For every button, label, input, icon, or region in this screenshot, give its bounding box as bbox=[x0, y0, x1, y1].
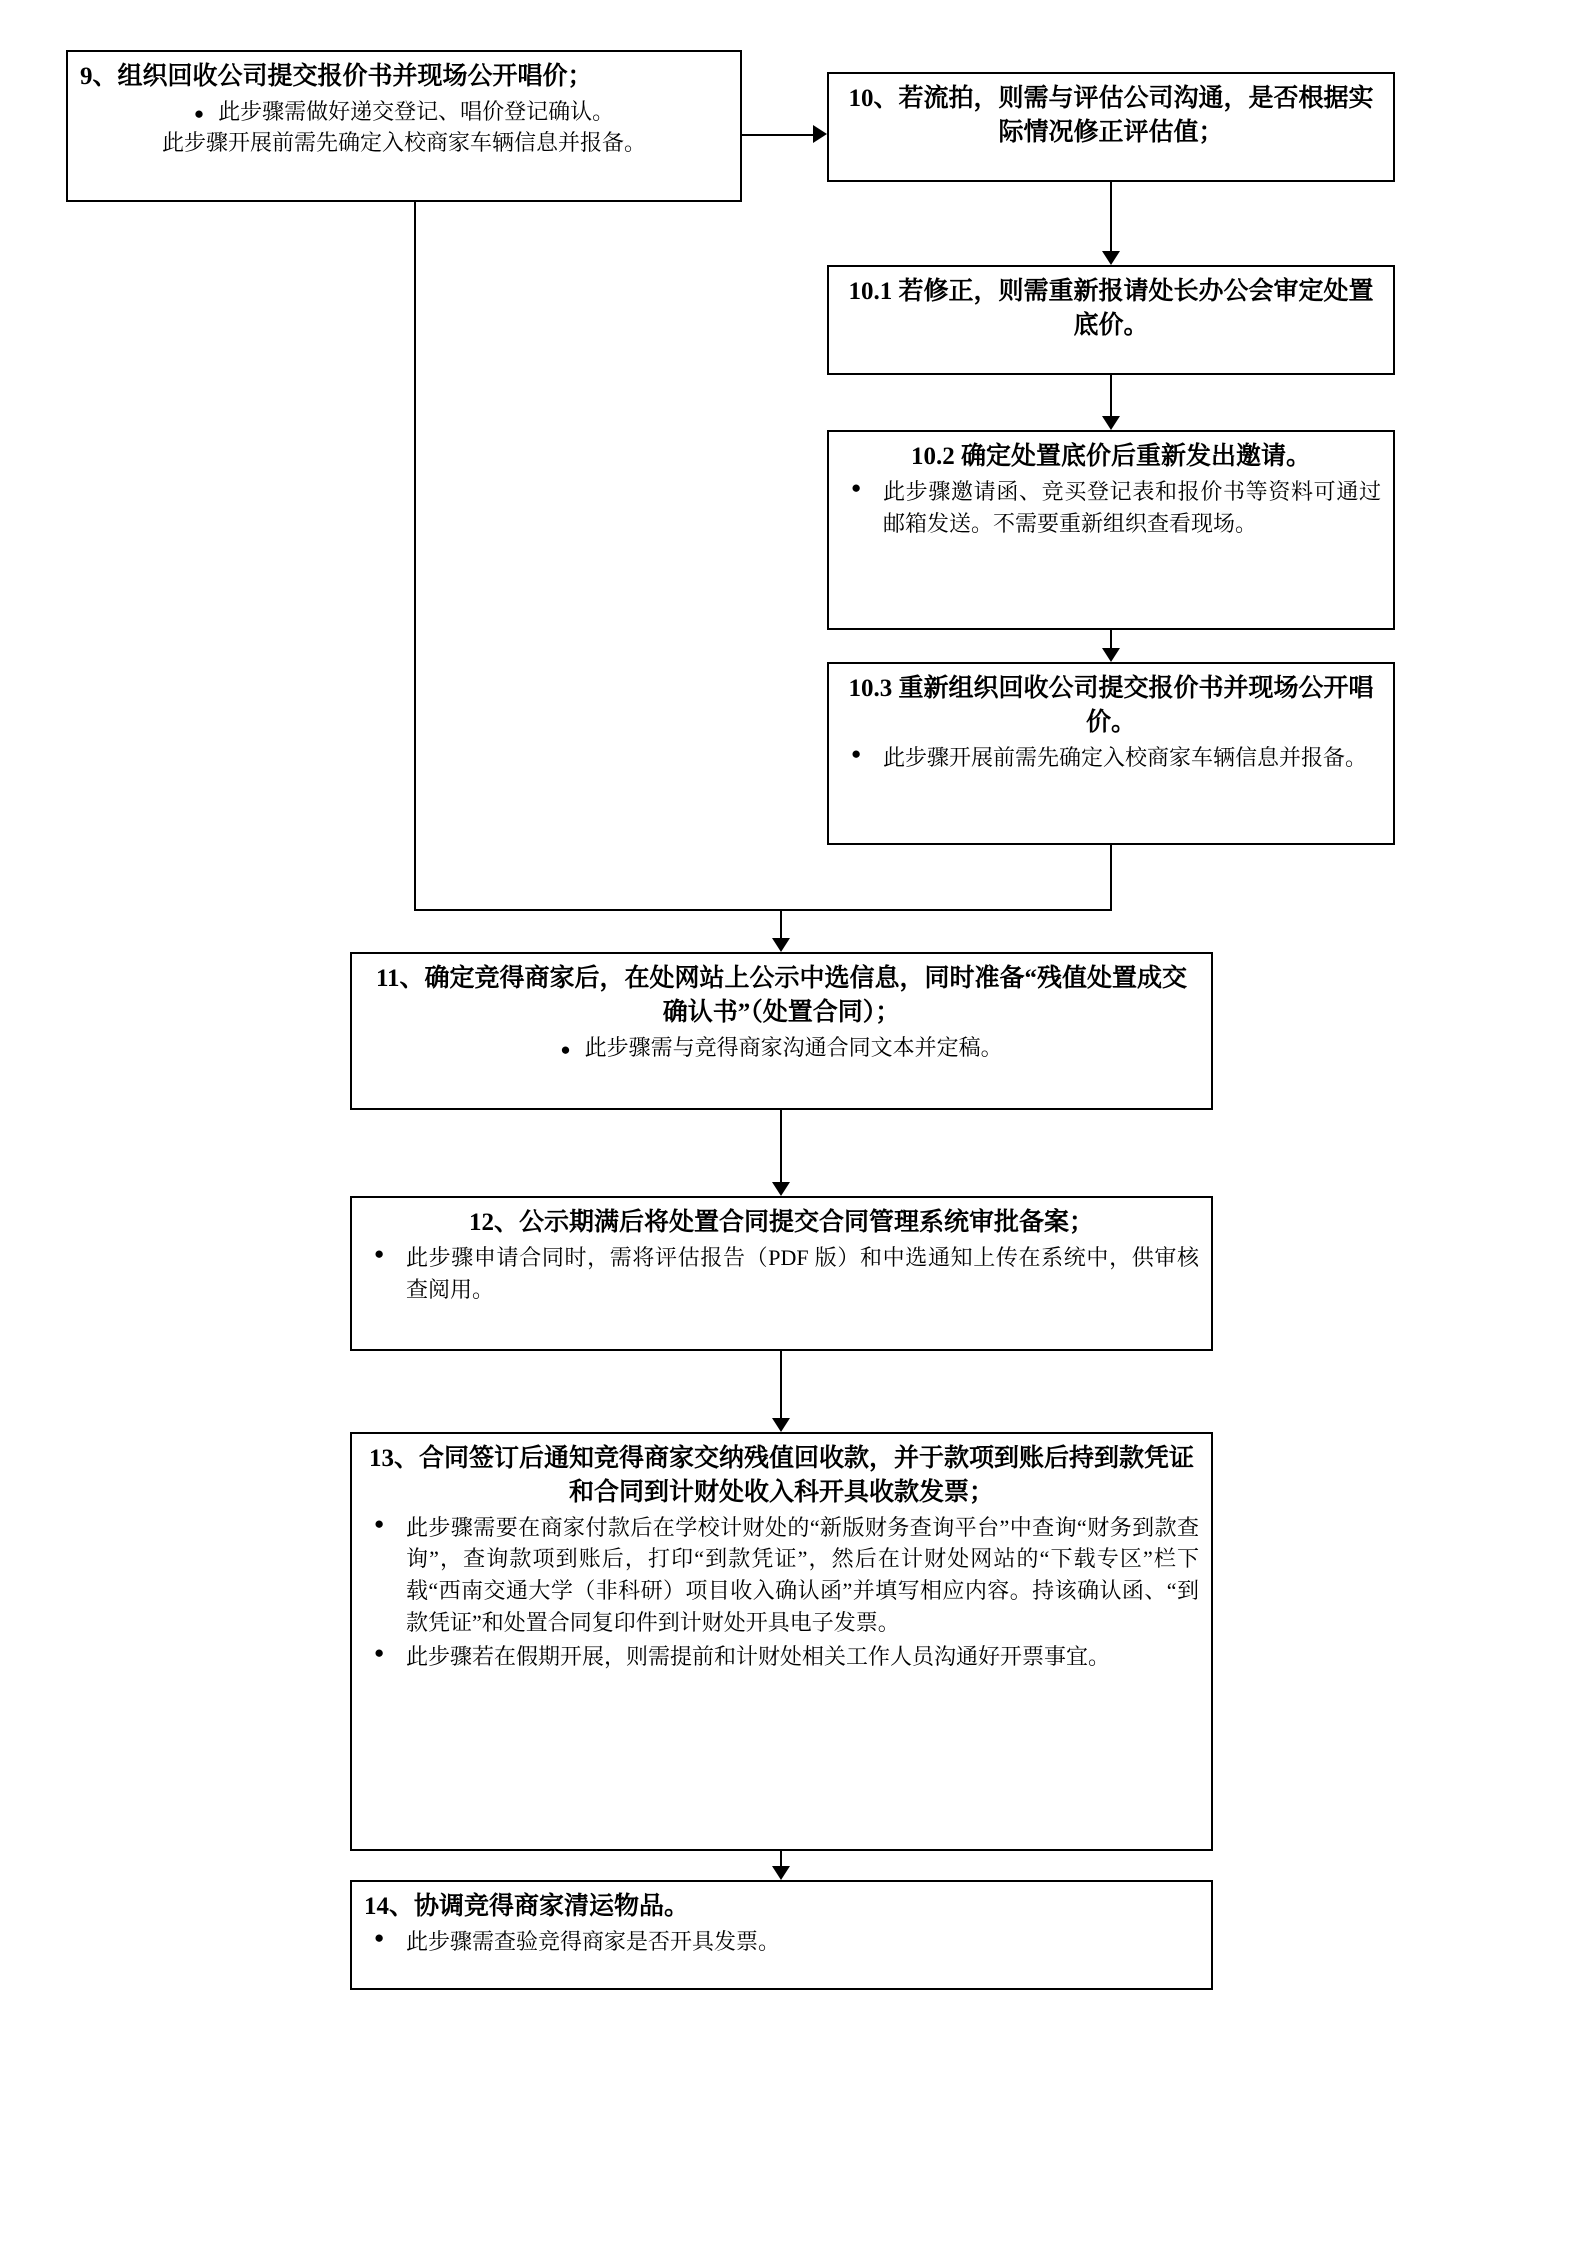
node-step-10 bbox=[827, 72, 1395, 182]
node-step-14-bullet-1: ● 此步骤需查验竞得商家是否开具发票。 bbox=[364, 1926, 1199, 1958]
node-step-13-bullet-1: ● 此步骤需要在商家付款后在学校计财处的“新版财务查询平台”中查询“财务到款查询”，查询款项到账后，打印“到款凭证”，然后在计财处网站的“下载专区”栏下载“西南交通大学（非科研）项目收入确认函”并填写相应内容。持该确认函、“到款凭证”和处置合同复印件到计财处开具电子发票。 bbox=[364, 1512, 1199, 1640]
node-step-14 bbox=[350, 1880, 1213, 1990]
connector-11-to-12 bbox=[780, 1110, 782, 1182]
connector-10-to-10-1 bbox=[1110, 182, 1112, 251]
node-step-14-heading: 14、协调竞得商家清运物品。 bbox=[364, 1893, 690, 1920]
node-step-9-note: 此步骤开展前需先确定入校商家车辆信息并报备。 bbox=[161, 129, 646, 155]
node-step-10-2-heading: 10.2 确定处置底价后重新发出邀请。 bbox=[910, 443, 1311, 470]
node-step-9-heading: 9、组织回收公司提交报价书并现场公开唱价； bbox=[80, 63, 593, 90]
node-step-9-bullet-1: ● 此步骤需做好递交登记、唱价登记确认。 bbox=[80, 96, 728, 128]
node-step-9-bullets bbox=[80, 96, 728, 128]
connector-9-to-10-arrowhead bbox=[813, 125, 827, 143]
node-step-10-1 bbox=[827, 265, 1395, 375]
node-step-11 bbox=[350, 952, 1213, 1110]
connector-9-down bbox=[414, 202, 416, 911]
connector-10-3-down bbox=[1110, 845, 1112, 911]
node-step-11-bullets bbox=[364, 1032, 1199, 1064]
connector-10-1-to-10-2-arrowhead bbox=[1102, 416, 1120, 430]
node-step-13-bullet-2: ● 此步骤若在假期开展，则需提前和计财处相关工作人员沟通好开票事宜。 bbox=[364, 1641, 1199, 1673]
node-step-11-heading: 11、确定竞得商家后，在处网站上公示中选信息，同时准备“残值处置成交确认书”（处置合同）； bbox=[375, 965, 1188, 1026]
node-step-10-3-bullets bbox=[841, 742, 1381, 774]
node-step-10-3-heading: 10.3 重新组织回收公司提交报价书并现场公开唱价。 bbox=[848, 675, 1374, 736]
node-step-12-heading: 12、公示期满后将处置合同提交合同管理系统审批备案； bbox=[468, 1209, 1094, 1236]
connector-9-to-10 bbox=[742, 134, 813, 136]
connector-13-to-14 bbox=[780, 1851, 782, 1866]
node-step-12-bullet-1: ● 此步骤申请合同时，需将评估报告（PDF 版）和中选通知上传在系统中，供审核查阅用。 bbox=[364, 1242, 1199, 1306]
node-step-12-bullets bbox=[364, 1242, 1199, 1306]
connector-10-2-to-10-3 bbox=[1110, 630, 1112, 648]
node-step-10-3-bullet-1: ● 此步骤开展前需先确定入校商家车辆信息并报备。 bbox=[841, 742, 1381, 774]
node-step-13 bbox=[350, 1432, 1213, 1851]
node-step-13-heading: 13、合同签订后通知竞得商家交纳残值回收款，并于款项到账后持到款凭证和合同到计财处收入科开具收款发票； bbox=[368, 1445, 1194, 1506]
connector-12-to-13 bbox=[780, 1351, 782, 1418]
connector-10-3-to-junction bbox=[414, 909, 1112, 911]
node-step-12 bbox=[350, 1196, 1213, 1351]
connector-junction-to-11-arrowhead bbox=[772, 938, 790, 952]
node-step-10-3 bbox=[827, 662, 1395, 845]
connector-10-2-to-10-3-arrowhead bbox=[1102, 648, 1120, 662]
node-step-13-bullets bbox=[364, 1512, 1199, 1673]
node-step-11-bullet-1: ● 此步骤需与竞得商家沟通合同文本并定稿。 bbox=[364, 1032, 1199, 1064]
node-step-14-bullets bbox=[364, 1926, 1199, 1958]
connector-10-to-10-1-arrowhead bbox=[1102, 251, 1120, 265]
connector-12-to-13-arrowhead bbox=[772, 1418, 790, 1432]
node-step-10-2-bullets bbox=[841, 476, 1381, 540]
connector-13-to-14-arrowhead bbox=[772, 1866, 790, 1880]
node-step-10-heading: 10、若流拍，则需与评估公司沟通，是否根据实际情况修正评估值； bbox=[848, 85, 1374, 146]
node-step-10-1-heading: 10.1 若修正，则需重新报请处长办公会审定处置底价。 bbox=[848, 278, 1374, 339]
node-step-9 bbox=[66, 50, 742, 202]
connector-10-1-to-10-2 bbox=[1110, 375, 1112, 416]
connector-11-to-12-arrowhead bbox=[772, 1182, 790, 1196]
node-step-10-2-bullet-1: ● 此步骤邀请函、竞买登记表和报价书等资料可通过邮箱发送。不需要重新组织查看现场。 bbox=[841, 476, 1381, 540]
connector-junction-to-11 bbox=[780, 909, 782, 938]
node-step-10-2 bbox=[827, 430, 1395, 630]
